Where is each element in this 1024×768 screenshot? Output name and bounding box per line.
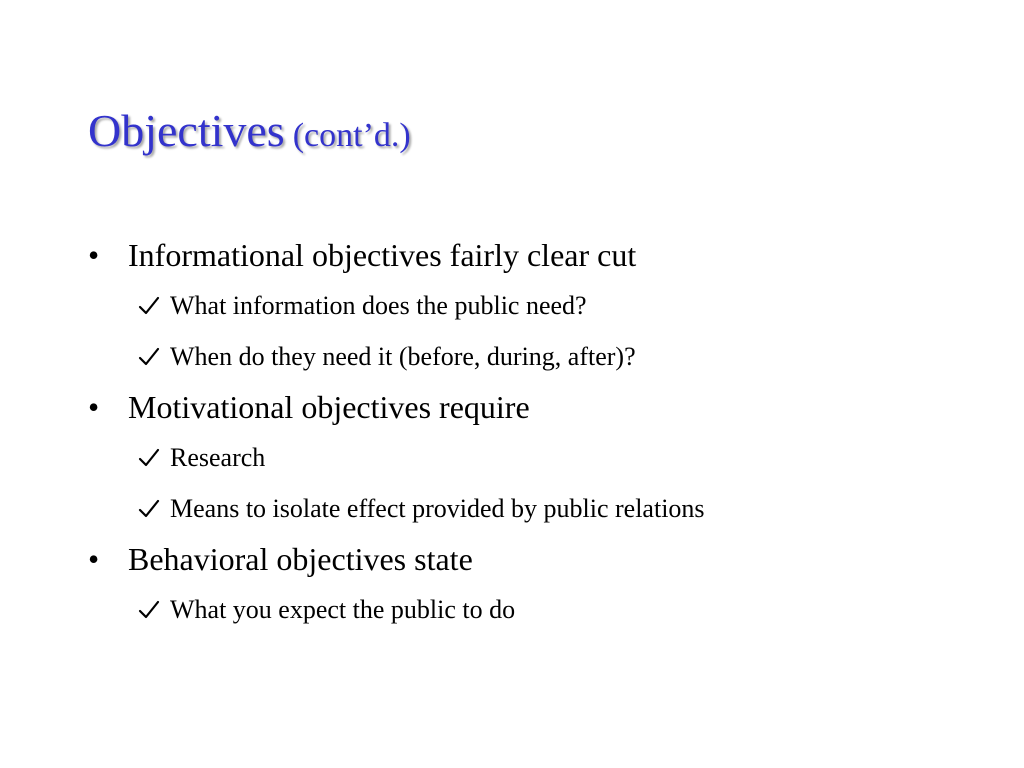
sub-item-text: What you expect the public to do	[170, 594, 516, 624]
sub-item	[86, 584, 986, 635]
bullet-text: Motivational objectives require	[128, 389, 530, 425]
bullet-item	[86, 230, 986, 280]
checkmark-icon	[138, 295, 170, 317]
checkmark-icon	[138, 498, 170, 520]
bullet-icon: •	[88, 389, 100, 425]
sub-item-text: What information does the public need?	[170, 290, 587, 320]
title-main: Objectives	[88, 105, 285, 156]
bullet-item	[86, 534, 986, 584]
sub-item	[86, 331, 986, 382]
sub-item	[86, 432, 986, 483]
sub-item-text: Research	[170, 442, 266, 472]
bullet-icon: •	[88, 237, 100, 273]
bullet-icon: •	[88, 541, 100, 577]
bullet-text: Informational objectives fairly clear cut	[128, 237, 637, 273]
bullet-text: Behavioral objectives state	[128, 541, 473, 577]
bullet-item	[86, 382, 986, 432]
checkmark-icon	[138, 346, 170, 368]
slide-title	[88, 105, 411, 156]
checkmark-icon	[138, 447, 170, 469]
checkmark-icon	[138, 599, 170, 621]
sub-item	[86, 483, 986, 534]
sub-item	[86, 280, 986, 331]
sub-item-text: Means to isolate effect provided by public relations	[170, 493, 705, 523]
title-sub: (cont’d.)	[292, 117, 411, 154]
sub-item-text: When do they need it (before, during, after)?	[170, 341, 636, 371]
bullet-list	[86, 230, 986, 635]
